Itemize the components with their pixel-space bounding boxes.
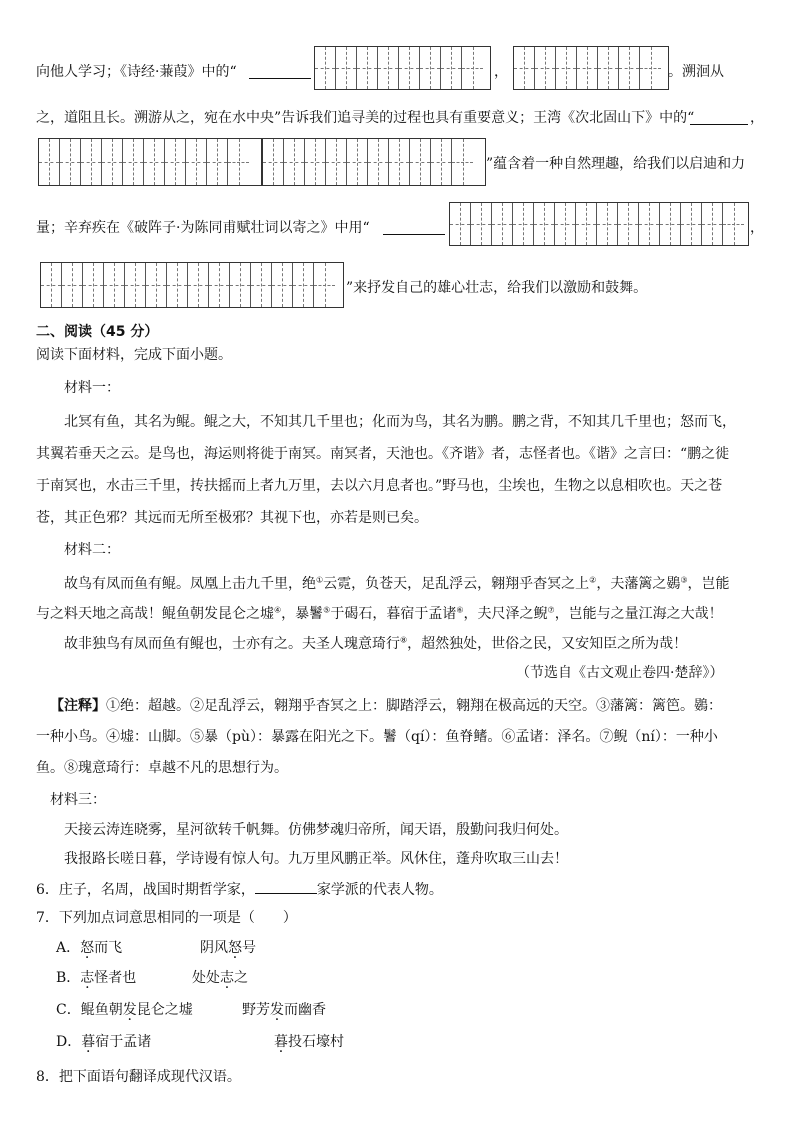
writing-grid-5[interactable] xyxy=(449,202,749,246)
note-line: 鱼。⑧瑰意琦行：卓越不凡的思想行为。 xyxy=(36,760,288,776)
material1-line: 其翼若垂天之云。是鸟也，海运则将徙于南冥。南冥者，天池也。《齐谐》者，志怪者也。《谐》之言曰：“鹏之徙 xyxy=(36,446,730,462)
note-label: 【注释】 xyxy=(50,698,106,714)
material3-line: 我报路长嗟日暮，学诗谩有惊人句。九万里风鹏正举。风休住，蓬舟吹取三山去！ xyxy=(64,851,568,867)
option-d[interactable]: D．暮宿于孟诸 xyxy=(56,1034,152,1050)
option-b[interactable]: B．志怪者也 xyxy=(56,970,137,986)
intro-line5-end: ”来抒发自己的雄心壮志，给我们以激励和鼓舞。 xyxy=(346,280,648,296)
writing-grid-2[interactable] xyxy=(513,46,669,90)
section-heading: 二、阅读（45 分） xyxy=(36,324,159,340)
note-line xyxy=(50,696,722,716)
material1-line: 苍，其正色邪？其远而无所至极邪？其视下也，亦若是则已矣。 xyxy=(36,510,428,526)
intro-line4-start: 量；辛弃疾在《破阵子·为陈同甫赋壮词以寄之》中用“ xyxy=(36,220,370,236)
material2-line: 故非独鸟有凤而鱼有鲲也，士亦有之。夫圣人瑰意琦行⑧，超然独处，世俗之民，又安知臣之所为哉！ xyxy=(64,635,688,652)
option-a[interactable]: A．怒而飞 xyxy=(56,940,123,956)
section-instruction: 阅读下面材料，完成下面小题。 xyxy=(36,347,232,363)
material2-line: 与之料天地之高哉！鲲鱼朝发昆仑之墟④，暴鬐⑤于碣石，暮宿于孟诸⑥，夫尺泽之鲵⑦，岂能与之量江海之大哉！ xyxy=(36,605,723,622)
note-line: 一种小鸟。④墟：山脚。⑤暴（pù）：暴露在阳光之下。鬐（qí）：鱼脊鳍。⑥孟诸：泽名。⑦鲵（ní）：一种小 xyxy=(36,729,718,745)
question-6 xyxy=(36,879,443,900)
material2-label: 材料二： xyxy=(64,542,120,558)
intro-line1-start: 向他人学习；《诗经·蒹葭》中的“ xyxy=(36,64,237,80)
option-b-pair: 处处志之 xyxy=(192,970,248,986)
material3-line: 天接云涛连晓雾，星河欲转千帆舞。仿佛梦魂归帝所，闻天语，殷勤问我归何处。 xyxy=(64,822,568,838)
intro-line1-comma: ， xyxy=(494,64,508,80)
writing-grid-3[interactable] xyxy=(38,138,262,186)
question-8: 8．把下面语句翻译成现代汉语。 xyxy=(36,1069,241,1085)
blank-2[interactable] xyxy=(690,110,748,125)
writing-grid-4[interactable] xyxy=(262,138,486,186)
intro-line3-end: ”蕴含着一种自然理趣，给我们以启迪和力 xyxy=(486,156,746,172)
q6-end: 家学派的代表人物。 xyxy=(316,882,443,898)
material2-source: （节选自《古文观止卷四·楚辞》） xyxy=(516,665,724,681)
question-7-stem: 7．下列加点词意思相同的一项是（ ） xyxy=(36,910,297,926)
intro-line2: 之，道阻且长。溯游从之，宛在水中央”告诉我们追寻美的过程也具有重要意义；王湾《次北固山下》中的“ xyxy=(36,110,695,126)
option-a-pair: 阴风怒号 xyxy=(200,940,256,956)
intro-line2-end: ， xyxy=(750,110,764,126)
material1-line: 于南冥也，水击三千里，抟扶摇而上者九万里，去以六月息者也。”野马也，尘埃也，生物之以息相吹也。天之苍 xyxy=(36,478,723,494)
note-text: ①绝：超越。②足乱浮云，翱翔乎杳冥之上：脚踏浮云，翱翔在极高远的天空。③藩篱：篱笆。鷃： xyxy=(106,698,722,714)
option-c-pair: 野芳发而幽香 xyxy=(242,1002,326,1018)
material1-line: 北冥有鱼，其名为鲲。鲲之大，不知其几千里也；化而为鸟，其名为鹏。鹏之背，不知其几千里也；怒而飞， xyxy=(64,414,736,430)
writing-grid-6[interactable] xyxy=(40,262,344,308)
material3-label: 材料三： xyxy=(50,792,106,808)
material2-line: 故鸟有凤而鱼有鲲。凤凰上击九千里，绝①云霓，负苍天，足乱浮云，翱翔乎杳冥之上②，夫藩篱之鷃③，岂能 xyxy=(64,575,730,592)
q6-blank[interactable] xyxy=(255,879,317,894)
material1-label: 材料一： xyxy=(64,380,120,396)
intro-line1-end: 。溯洄从 xyxy=(668,64,724,80)
intro-line4-end: ， xyxy=(750,220,764,236)
blank-3[interactable] xyxy=(383,220,445,235)
writing-grid-1[interactable] xyxy=(314,46,491,90)
option-d-pair: 暮投石壕村 xyxy=(274,1034,344,1050)
blank-1[interactable] xyxy=(249,64,311,79)
option-c[interactable]: C．鲲鱼朝发昆仑之墟 xyxy=(56,1002,193,1018)
q6-start: 6．庄子，名周，战国时期哲学家， xyxy=(36,882,255,898)
